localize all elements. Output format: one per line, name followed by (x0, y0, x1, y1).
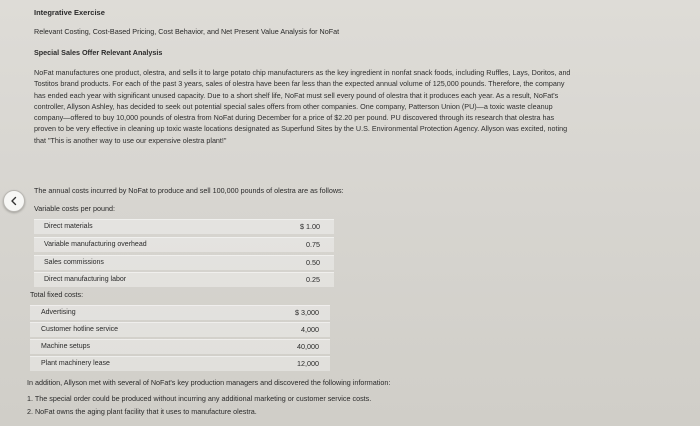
cost-item-label: Machine setups (41, 343, 91, 350)
chevron-left-icon (9, 196, 19, 206)
cost-item-label: Advertising (41, 309, 76, 316)
paragraph-line: Tostitos brand products. For each of the past 3 years, sales of olestra have been far less than the expected annual volume of 125,000 pounds. Therefore, the company (34, 79, 565, 89)
cost-item-value: $ 1.00 (300, 222, 320, 231)
section-title: Special Sales Offer Relevant Analysis (34, 48, 163, 57)
info-intro: In addition, Allyson met with several of NoFat's key production managers and discovered the following information: (27, 378, 391, 387)
paragraph-line: NoFat manufactures one product, olestra, and sells it to large potato chip manufacturers as the key ingredient in nonfat snack foods, including Ruffles, Lays, Doritos, and (34, 68, 571, 77)
back-button[interactable] (3, 190, 25, 212)
cost-item-label: Direct manufacturing labor (44, 276, 127, 283)
cost-item-label: Variable manufacturing overhead (44, 241, 147, 248)
info-item: 1. The special order could be produced without incurring any additional marketing or customer service costs. (27, 394, 372, 403)
cost-item-value: 4,000 (301, 325, 319, 334)
cost-item-value: $ 3,000 (295, 308, 319, 317)
info-item: 2. NoFat owns the aging plant facility that it uses to manufacture olestra. (27, 407, 257, 416)
cost-item-label: Direct materials (44, 223, 93, 230)
cost-item-value: 0.25 (306, 275, 320, 284)
cost-item-value: 12,000 (297, 359, 319, 368)
cost-item-label: Customer hotline service (41, 326, 119, 333)
cost-item-value: 0.50 (306, 258, 320, 267)
cost-item-label: Plant machinery lease (41, 360, 110, 367)
intro-paragraph (34, 67, 684, 146)
cost-item-value: 0.75 (306, 240, 320, 249)
costs-intro: The annual costs incurred by NoFat to produce and sell 100,000 pounds of olestra are as follows: (34, 186, 344, 195)
cost-item-label: Sales commissions (44, 259, 104, 266)
fixed-costs-label: Total fixed costs: (30, 290, 84, 299)
paragraph-line: that "This is another way to use our expensive olestra plant!" (34, 135, 227, 145)
exercise-subtitle: Relevant Costing, Cost-Based Pricing, Cost Behavior, and Net Present Value Analysis for NoFat (34, 27, 340, 36)
paragraph-line: controller, Allyson Ashley, has decided to seek out potential special sales offers from other companies. One company, Patterson Union (PU)—a toxic waste cleanup (34, 101, 553, 111)
cost-item-value: 40,000 (297, 342, 319, 351)
exercise-title: Integrative Exercise (34, 8, 105, 17)
paragraph-line: company—offered to buy 10,000 pounds of olestra from NoFat during December for a price of $2.20 per pound. PU discovered through its research that olestra has (34, 113, 555, 123)
variable-costs-label: Variable costs per pound: (34, 204, 115, 213)
paragraph-line: proven to be very effective in cleaning up toxic waste locations designated as Superfund Sites by the U.S. Environmental Protection Agency. Allyson was excited, noting (34, 124, 568, 134)
paragraph-line: has ended each year with significant unused capacity. Due to a short shelf life, NoFat must sell every pound of olestra that it produces each year. As a result, NoFat's (34, 90, 559, 100)
